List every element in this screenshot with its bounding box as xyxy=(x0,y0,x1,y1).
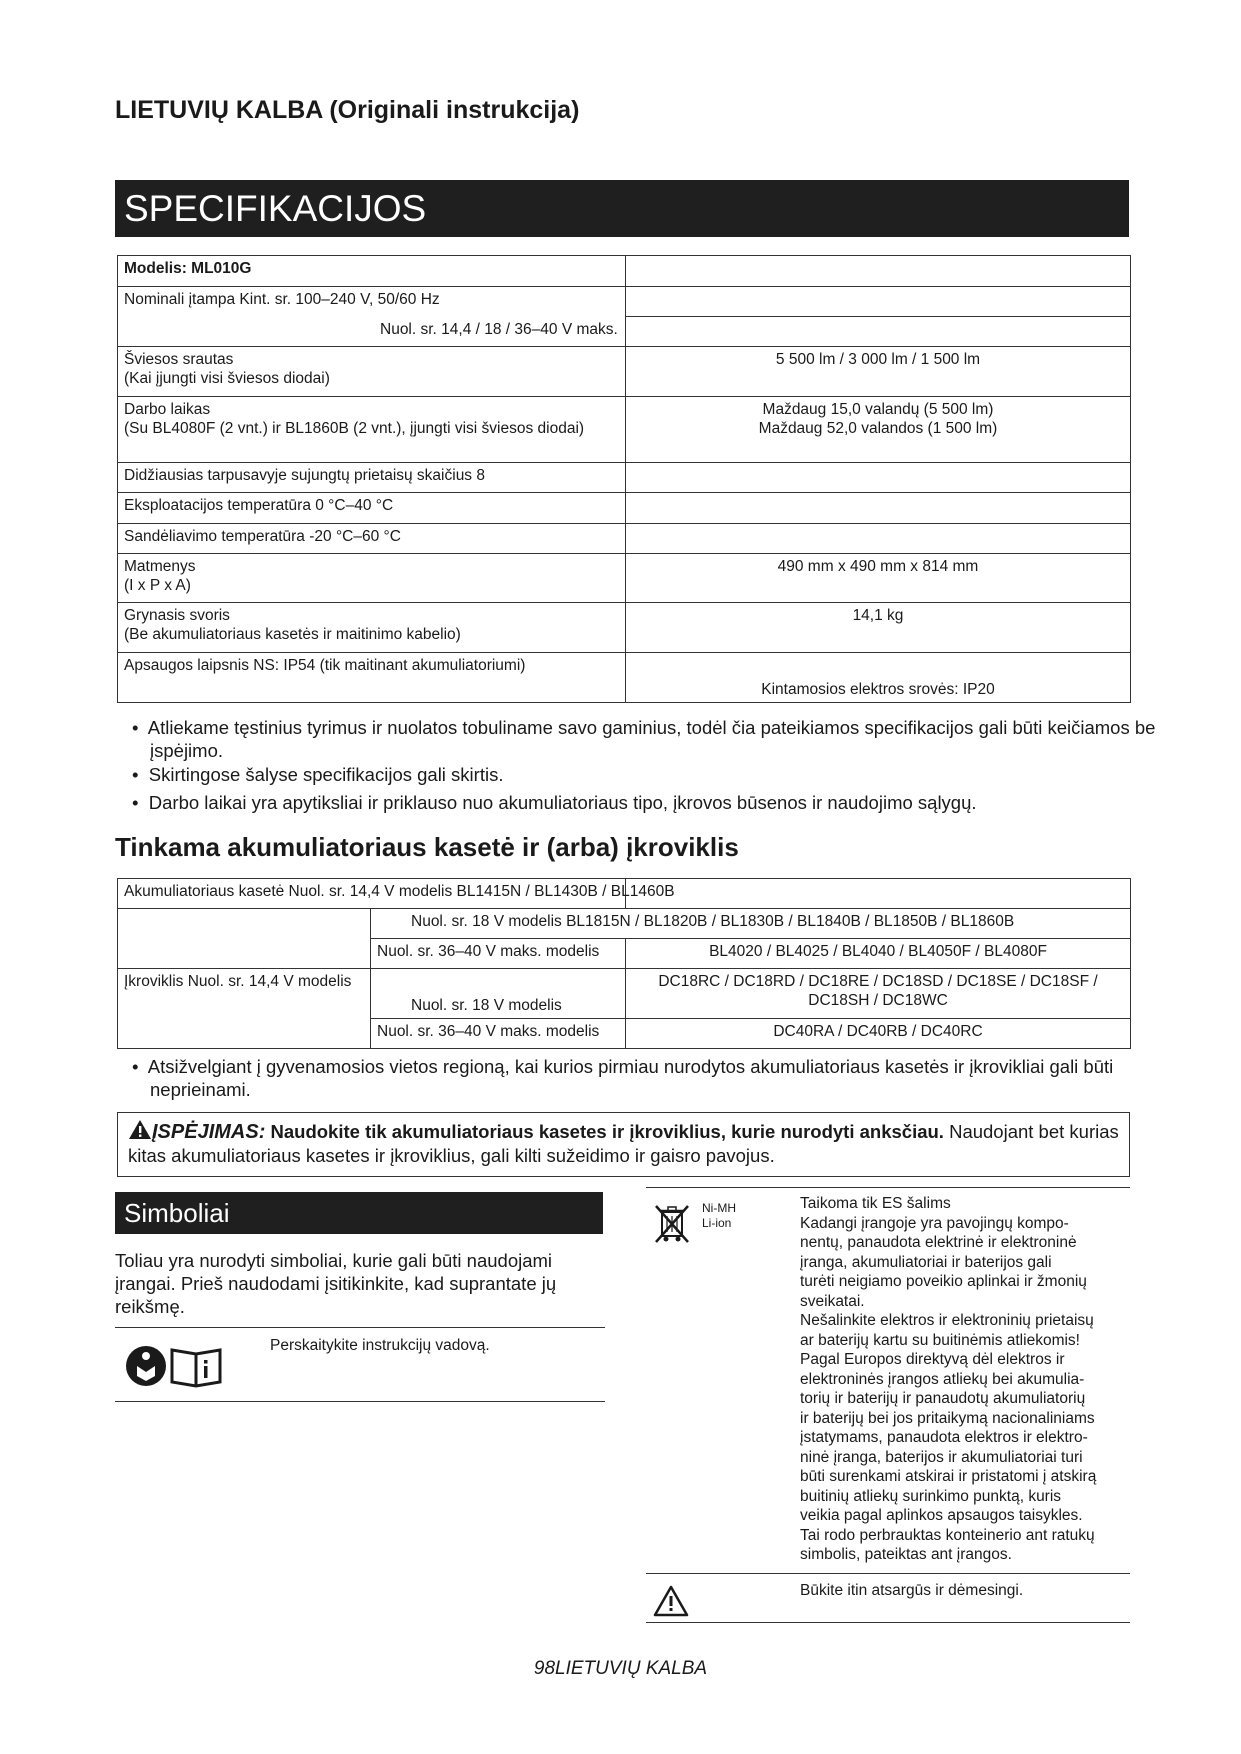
crossed-bin-icon xyxy=(652,1202,692,1249)
compat-charger-18-label: Nuol. sr. 18 V modelis xyxy=(371,969,626,1019)
divider xyxy=(646,1622,1130,1623)
caution-text: Būkite itin atsargūs ir dėmesingi. xyxy=(800,1582,1024,1599)
spec-protection-label: Apsaugos laipsnis NS: IP54 (tik maitinant akumuliatoriumi) xyxy=(118,653,626,703)
divider xyxy=(115,1401,605,1402)
read-manual-text: Perskaitykite instrukcijų vadovą. xyxy=(270,1337,490,1354)
spec-protection-value: Kintamosios elektros srovės: IP20 xyxy=(626,653,1131,703)
warning-label: ĮSPĖJIMAS: xyxy=(152,1121,266,1143)
language-title: LIETUVIŲ KALBA (Originali instrukcija) xyxy=(115,96,580,124)
spec-storage-temp: Sandėliavimo temperatūra -20 °C–60 °C xyxy=(118,524,626,554)
note-item: • Atliekame tęstinius tyrimus ir nuolatos tobuliname savo gaminius, todėl čia pateikiamos specifikacijos gali būti keičiamos be įspėjimo. xyxy=(132,717,1156,761)
spec-runtime-value: Maždaug 15,0 valandų (5 500 lm) Maždaug 52,0 valandos (1 500 lm) xyxy=(626,397,1131,463)
battery-type-liion: Li-ion xyxy=(702,1216,732,1230)
divider xyxy=(646,1187,1130,1188)
divider xyxy=(646,1573,1130,1574)
compat-battery-36-value: BL4020 / BL4025 / BL4040 / BL4050F / BL4080F xyxy=(626,939,1131,969)
compat-battery-36-label: Nuol. sr. 36–40 V maks. modelis xyxy=(371,939,626,969)
compat-charger-36-label: Nuol. sr. 36–40 V maks. modelis xyxy=(371,1019,626,1049)
compat-battery-18: Nuol. sr. 18 V modelis BL1815N / BL1820B / BL1830B / BL1840B / BL1850B / BL1860B xyxy=(371,909,1131,939)
spec-dimensions-value: 490 mm x 490 mm x 814 mm xyxy=(626,554,1131,603)
spec-banner: SPECIFIKACIJOS xyxy=(115,180,1129,237)
warning-text: Naudojant bet kurias kitas akumuliatoriaus kasetes ir įkroviklius, gali kilti sužeidimo ir gaisro pavojus. xyxy=(128,1121,1119,1166)
spec-luminous-flux-label: Šviesos srautas (Kai įjungti visi šviesos diodai) xyxy=(118,347,626,397)
spec-max-connected: Didžiausias tarpusavyje sujungtų prietaisų skaičius 8 xyxy=(118,463,626,493)
compat-charger-144: Įkroviklis Nuol. sr. 14,4 V modelis xyxy=(118,969,371,1019)
symbols-banner: Simboliai xyxy=(115,1192,603,1234)
eu-disposal-text: Taikoma tik ES šalims Kadangi įrangoje yra pavojingų kompo- nentų, panaudota elektrinė ir elektroninė įranga, akumuliatoriai ir baterijos gali turėti neigiamo poveikio aplinkai ir žmonių sveikatai. Nešalinkite elektros ir elektroninių prietaisų ar baterijų kartu su buitinėmis atliekomis! Pagal Europos direktyvą dėl elektros ir elektroninės įrangos atliekų bei akumulia- torių ir baterijų ir panaudotų akumuliatorių ir baterijų bei jos pritaikymą nacionaliniams įstatymams, panaudota elektros ir elektro- ninė įranga, baterijos ir akumuliatoriai turi būti surenkami atskirai ir pristatomi į atskirą buitinių atliekų surinkimo punktą, kuris veikia pagal aplinkos apsaugos taisykles. Tai rodo perbrauktas konteinerio ant ratukų simbolis, pateiktas ant įrangos. xyxy=(800,1195,1097,1563)
spec-voltage-ac: Nominali įtampa Kint. sr. 100–240 V, 50/60 Hz xyxy=(118,287,626,317)
page-footer: 98LIETUVIŲ KALBA xyxy=(533,1658,708,1679)
battery-types xyxy=(702,1201,736,1231)
compat-battery-144: Akumuliatoriaus kasetė Nuol. sr. 14,4 V modelis BL1415N / BL1430B / BL1460B xyxy=(118,879,626,909)
read-manual-icon xyxy=(124,1344,226,1393)
symbols-intro: Toliau yra nurodyti simboliai, kurie gali būti naudojami įrangai. Prieš naudodami įsitikinkite, kad suprantate jų reikšmę. xyxy=(115,1250,557,1317)
note-item: • Skirtingose šalyse specifikacijos gali skirtis. xyxy=(132,764,504,785)
compat-charger-36-value: DC40RA / DC40RB / DC40RC xyxy=(626,1019,1131,1049)
compat-table xyxy=(117,878,1131,1049)
compat-title: Tinkama akumuliatoriaus kasetė ir (arba) įkroviklis xyxy=(115,832,739,862)
spec-model: Modelis: ML010G xyxy=(118,256,626,287)
spec-weight-value: 14,1 kg xyxy=(626,603,1131,653)
spec-voltage-dc: Nuol. sr. 14,4 / 18 / 36–40 V maks. xyxy=(118,317,626,347)
spec-operating-temp: Eksploatacijos temperatūra 0 °C–40 °C xyxy=(118,493,626,524)
compat-note: • Atsižvelgiant į gyvenamosios vietos regioną, kai kurios pirmiau nurodytos akumuliatoriaus kasetės ir įkrovikliai gali būti neprieinami. xyxy=(132,1056,1114,1100)
note-item: • Darbo laikai yra apytiksliai ir priklauso nuo akumuliatoriaus tipo, įkrovos būsenos ir naudojimo sąlygų. xyxy=(132,792,977,813)
spec-table xyxy=(117,255,1131,703)
spec-luminous-flux-value: 5 500 lm / 3 000 lm / 1 500 lm xyxy=(626,347,1131,397)
spec-runtime-label: Darbo laikas (Su BL4080F (2 vnt.) ir BL1860B (2 vnt.), įjungti visi šviesos diodai) xyxy=(118,397,626,463)
divider xyxy=(115,1327,605,1328)
caution-icon xyxy=(653,1585,689,1622)
spec-weight-label: Grynasis svoris (Be akumuliatoriaus kasetės ir maitinimo kabelio) xyxy=(118,603,626,653)
warning-bold-text: Naudokite tik akumuliatoriaus kasetes ir įkroviklius, kurie nurodyti anksčiau. xyxy=(270,1121,944,1142)
spec-dimensions-label: Matmenys (I x P x A) xyxy=(118,554,626,603)
warning-box xyxy=(117,1112,1130,1177)
warning-icon xyxy=(128,1119,152,1140)
compat-charger-18-value: DC18RC / DC18RD / DC18RE / DC18SD / DC18SE / DC18SF / DC18SH / DC18WC xyxy=(626,969,1131,1019)
battery-type-nimh: Ni-MH xyxy=(702,1201,736,1215)
